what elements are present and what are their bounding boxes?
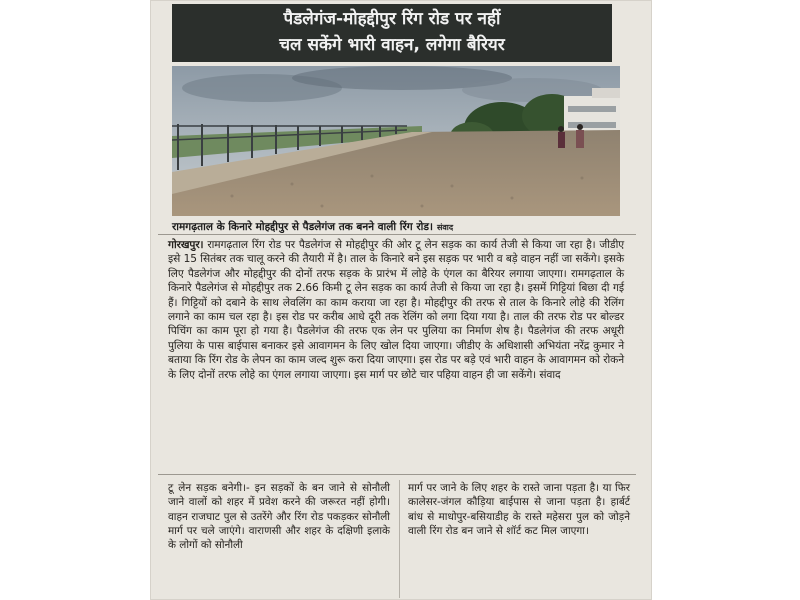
road-photo <box>172 66 620 216</box>
newspaper-clipping <box>150 0 652 600</box>
column-left: टू लेन सड़क बनेगी।- इन सड़कों के बन जाने से सोनौली जाने वालों को शहर में प्रवेश करने की जरूरत नहीं होगी। वाहन राजघाट पुल से उतरेंगे और रिंग रोड पकड़कर सोनौली मार्ग पर चले जाएंगे। वाराणसी और शहर के दक्षिणी इलाके के लोगों को सोनौली <box>168 482 390 552</box>
column-right: मार्ग पर जाने के लिए शहर के रास्ते जाना पड़ता है। या फिर कालेसर-जंगल कौड़िया बाईपास से जाना पड़ता है। हार्बर्ट बांध से माधोपुर-बसियाडीह के रास्ते महेसरा पुल को जोड़ने वाली रिंग रोड बन जाने से शॉर्ट कट मिल जाएगा। <box>408 482 630 537</box>
divider <box>158 474 636 475</box>
road-photo-image <box>172 66 620 216</box>
headline-line-2: चल सकेंगे भारी वाहन, लगेगा बैरियर <box>279 35 505 55</box>
divider <box>158 234 636 235</box>
article-text: रामगढ़ताल रिंग रोड पर पैडलेगंज से मोहद्दीपुर की ओर टू लेन सड़क का कार्य तेजी से किया जा रहा है। जीडीए इसे 15 सितंबर तक चालू करने की तैयारी में है। ताल के किनारे बने इस सड़क पर भारी व बड़े वाहन नहीं जा सकेंगे। इसके लिए पैडलेगंज और मोहद्दीपुर की दोनों तरफ सड़क के प्रारंभ में लोहे के एंगल का बैरियर लगाया जाएगा। रामगढ़ताल के किनारे पैडलेगंज से मोहद्दीपुर तक 2.66 किमी टू लेन सड़क का कार्य तेजी से किया जा रहा है। इसमें गिट्टियां बिछा दी गई हैं। गिट्टियों को दबाने के साथ लेवलिंग का काम कराया जा रहा है। मोहद्दीपुर की तरफ से ताल के किनारे लोहे की रेलिंग लगाने का काम चल रहा है। इस रोड पर करीब आधे दूरी तक रेलिंग को लगा दिया गया है। ताल की तरफ रोड पर बोल्डर पिचिंग का काम पूरा हो गया है। पैडलेगंज की तरफ एक लेन पर पुलिया का निर्माण शेष है। पैडलेगंज की तरफ अधूरी पुलिया के पास बाईपास बनाकर इसे आवागमन के लिए खोल दिया जाएगा। जीडीए के अधिशासी अभियंता नरेंद्र कुमार ने बताया कि रिंग रोड के लेपन का काम जल्द शुरू करा दिया जाएगा। इस रोड पर बड़े एवं भारी वाहन के आवागमन को रोकने के लिए दोनों तरफ लोहे का एंगल लगाया जाएगा। इस मार्ग पर छोटे चार पहिया वाहन ही जा सकेंगे। <box>168 239 624 381</box>
headline <box>172 4 612 62</box>
photo-credit: संवाद <box>436 223 454 232</box>
article-body <box>168 238 624 382</box>
photo-caption-text: रामगढ़ताल के किनारे मोहद्दीपुर से पैडलेगंज तक बनने वाली रिंग रोड। <box>172 221 433 233</box>
headline-line-1: पैडलेगंज-मोहद्दीपुर रिंग रोड पर नहीं <box>283 9 501 29</box>
column-divider <box>399 480 400 598</box>
dateline: गोरखपुर। <box>168 239 204 251</box>
byline: संवाद <box>539 368 561 381</box>
